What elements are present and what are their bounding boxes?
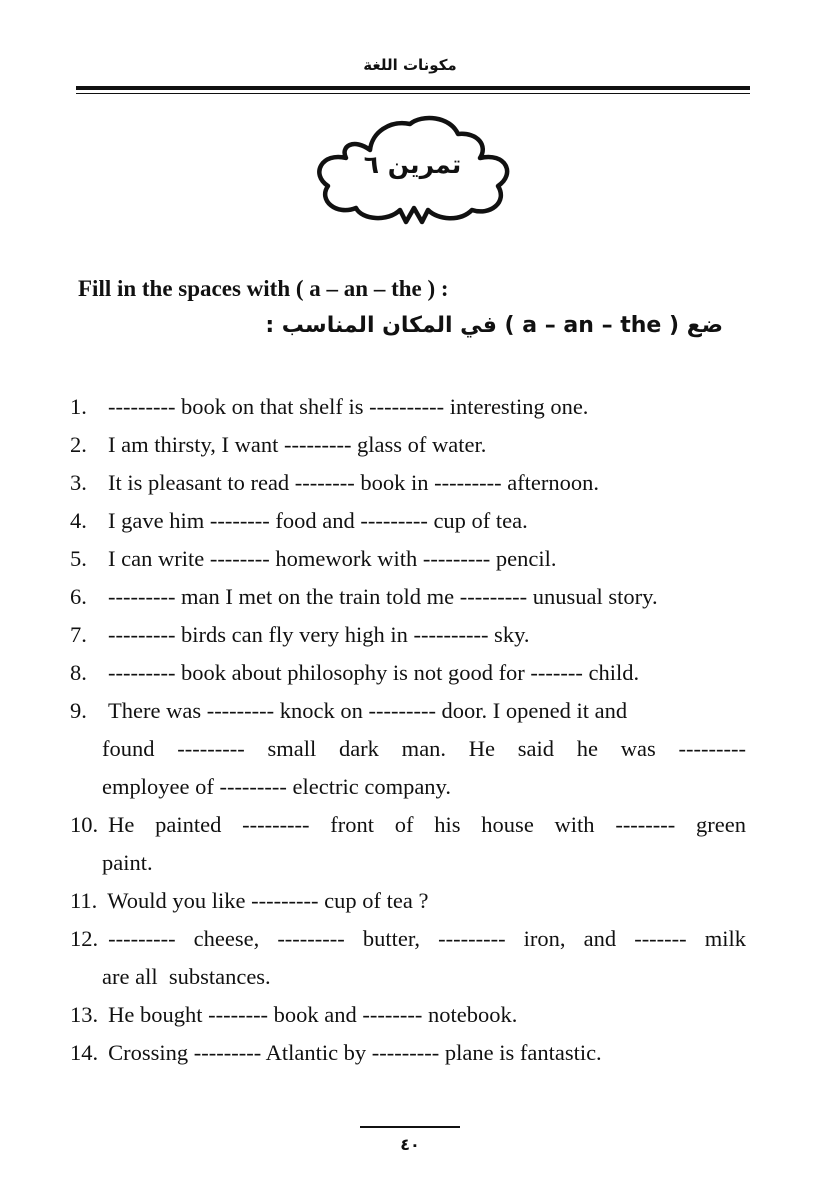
list-item	[70, 540, 746, 578]
item-number: 8.	[70, 660, 87, 685]
item-text: employee of --------- electric company.	[102, 774, 451, 799]
item-number: 3.	[70, 470, 87, 495]
item-text: Crossing --------- Atlantic by --------- plane is fantastic.	[108, 1040, 602, 1065]
instruction-arabic: ضع ( a – an – the ) في المكان المناسب :	[265, 313, 723, 338]
item-text: paint.	[102, 850, 153, 875]
list-item	[70, 464, 746, 502]
list-item	[70, 692, 746, 730]
item-text: He painted --------- front of his house with -------- green	[108, 812, 746, 837]
list-item	[70, 996, 746, 1034]
item-text: found --------- small dark man. He said he was ---------	[102, 736, 746, 761]
list-item	[70, 920, 746, 958]
item-text: --------- man I met on the train told me --------- unusual story.	[108, 584, 658, 609]
list-item	[70, 654, 746, 692]
item-number: 13.	[70, 1002, 99, 1027]
item-continuation	[70, 958, 746, 996]
item-text: It is pleasant to read -------- book in --------- afternoon.	[108, 470, 600, 495]
item-text: are all substances.	[102, 964, 271, 989]
header-rule-thin	[76, 93, 750, 94]
list-item	[70, 426, 746, 464]
page-header-title: مكونات اللغة	[363, 56, 457, 74]
list-item	[70, 616, 746, 654]
item-text: There was --------- knock on --------- door. I opened it and	[108, 698, 628, 723]
item-continuation	[70, 730, 746, 806]
item-text: --------- book on that shelf is ---------- interesting one.	[108, 394, 589, 419]
item-text: I am thirsty, I want --------- glass of water.	[108, 432, 487, 457]
list-item	[70, 1034, 746, 1072]
item-text: --------- book about philosophy is not good for ------- child.	[108, 660, 640, 685]
item-number: 5.	[70, 546, 87, 571]
item-number: 11.	[70, 888, 98, 913]
item-number: 4.	[70, 508, 87, 533]
list-item	[70, 502, 746, 540]
item-number: 12.	[70, 926, 99, 951]
item-number: 14.	[70, 1040, 99, 1065]
header-rule-thick	[76, 86, 750, 90]
item-number: 2.	[70, 432, 87, 457]
item-text: He bought -------- book and -------- notebook.	[108, 1002, 518, 1027]
exercise-title: تمرين ٦	[363, 150, 462, 179]
item-text: Would you like --------- cup of tea ?	[107, 888, 429, 913]
item-number: 9.	[70, 698, 87, 723]
item-number: 1.	[70, 394, 87, 419]
item-number: 10.	[70, 812, 99, 837]
item-text: --------- cheese, --------- butter, --------- iron, and ------- milk	[108, 926, 746, 951]
page-number: ٤٠	[400, 1135, 420, 1154]
item-text: I gave him -------- food and --------- cup of tea.	[108, 508, 528, 533]
item-continuation	[70, 844, 746, 882]
list-item	[70, 882, 746, 920]
item-number: 6.	[70, 584, 87, 609]
item-text: --------- birds can fly very high in ---------- sky.	[108, 622, 530, 647]
footer-rule	[360, 1126, 460, 1128]
item-text: I can write -------- homework with --------- pencil.	[108, 546, 557, 571]
list-item	[70, 806, 746, 844]
exercise-list	[70, 388, 746, 1072]
list-item	[70, 578, 746, 616]
instruction-english: Fill in the spaces with ( a – an – the ) :	[78, 276, 449, 301]
list-item	[70, 388, 746, 426]
item-number: 7.	[70, 622, 87, 647]
